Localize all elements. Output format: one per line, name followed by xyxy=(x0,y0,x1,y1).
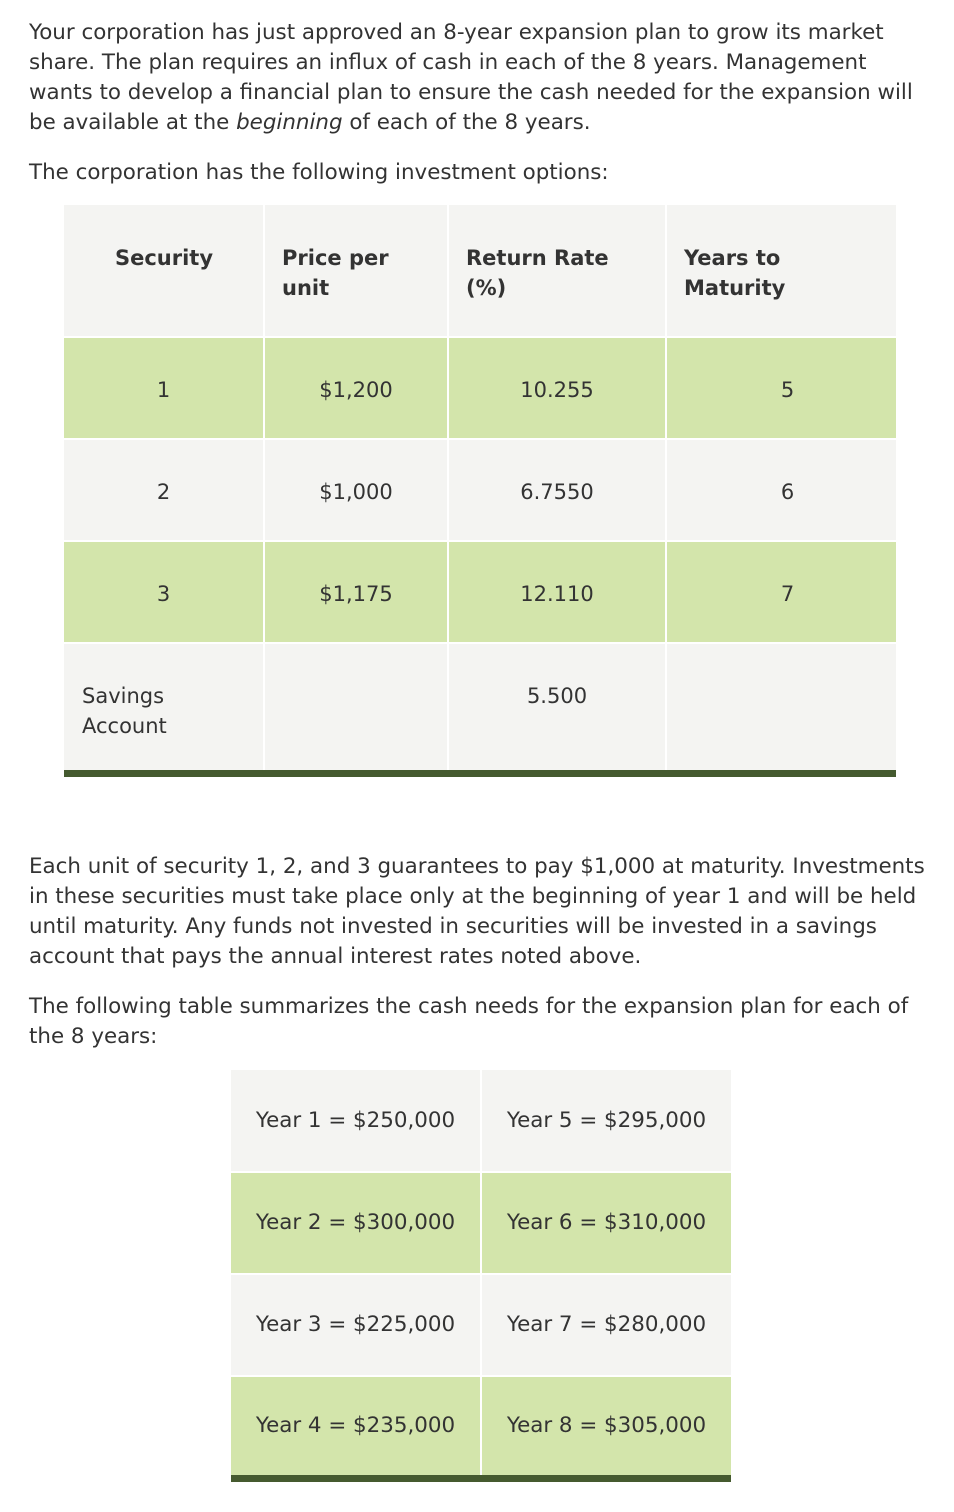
cell-years xyxy=(666,643,896,773)
cell-price: $1,200 xyxy=(264,337,448,439)
intro-text-a: Your corporation has just approved an 8-year expansion plan to grow its market share. The plan requires an influx of cash in each of the 8 years. Management wants to develop a financial plan to ensure the cash needed for the expansion will be available at the xyxy=(29,20,913,135)
intro-text-b: of each of the 8 years. xyxy=(342,110,591,135)
table-row xyxy=(231,1172,731,1274)
table-row xyxy=(231,1376,731,1478)
intro-paragraph xyxy=(29,18,929,138)
savings-account-label: Savings Account xyxy=(82,684,167,738)
cell-security: 2 xyxy=(64,439,264,541)
cash-need-cell: Year 7 = $280,000 xyxy=(481,1274,731,1376)
cash-needs-lead-paragraph: The following table summarizes the cash needs for the expansion plan for each of the 8 years: xyxy=(29,994,909,1049)
maturity-paragraph: Each unit of security 1, 2, and 3 guarantees to pay $1,000 at maturity. Investments in these securities must take place only at the beginning of year 1 and will be held until maturity. Any funds not invested in securities will be invested in a savings account that pays the annual interest rates noted above. xyxy=(29,854,925,969)
table-row xyxy=(64,541,896,643)
cell-rate: 10.255 xyxy=(448,337,666,439)
cell-years: 7 xyxy=(666,541,896,643)
header-years-to-maturity: Years to Maturity xyxy=(666,205,896,337)
cash-need-cell: Year 4 = $235,000 xyxy=(231,1376,481,1478)
table-row xyxy=(231,1070,731,1172)
cash-need-cell: Year 5 = $295,000 xyxy=(481,1070,731,1172)
cell-price: $1,000 xyxy=(264,439,448,541)
options-lead-paragraph: The corporation has the following investment options: xyxy=(29,160,609,185)
header-security: Security xyxy=(64,205,264,337)
cash-need-cell: Year 6 = $310,000 xyxy=(481,1172,731,1274)
table-row xyxy=(64,337,896,439)
cell-price: $1,175 xyxy=(264,541,448,643)
header-return-rate: Return Rate (%) xyxy=(448,205,666,337)
intro-emphasis: beginning xyxy=(236,110,343,135)
table-header-row xyxy=(64,205,896,337)
cell-years: 6 xyxy=(666,439,896,541)
header-price: Price per unit xyxy=(264,205,448,337)
cash-need-cell: Year 3 = $225,000 xyxy=(231,1274,481,1376)
cash-need-cell: Year 2 = $300,000 xyxy=(231,1172,481,1274)
cell-rate: 12.110 xyxy=(448,541,666,643)
cell-security: 1 xyxy=(64,337,264,439)
cash-needs-table xyxy=(231,1070,731,1482)
cell-rate: 6.7550 xyxy=(448,439,666,541)
cell-years: 5 xyxy=(666,337,896,439)
table-row xyxy=(64,643,896,773)
cell-rate: 5.500 xyxy=(448,643,666,773)
cell-price xyxy=(264,643,448,773)
cell-security: 3 xyxy=(64,541,264,643)
investment-options-table xyxy=(64,205,896,777)
cash-need-cell: Year 8 = $305,000 xyxy=(481,1376,731,1478)
cash-need-cell: Year 1 = $250,000 xyxy=(231,1070,481,1172)
table-row xyxy=(231,1274,731,1376)
table-row xyxy=(64,439,896,541)
cell-security xyxy=(64,643,264,773)
